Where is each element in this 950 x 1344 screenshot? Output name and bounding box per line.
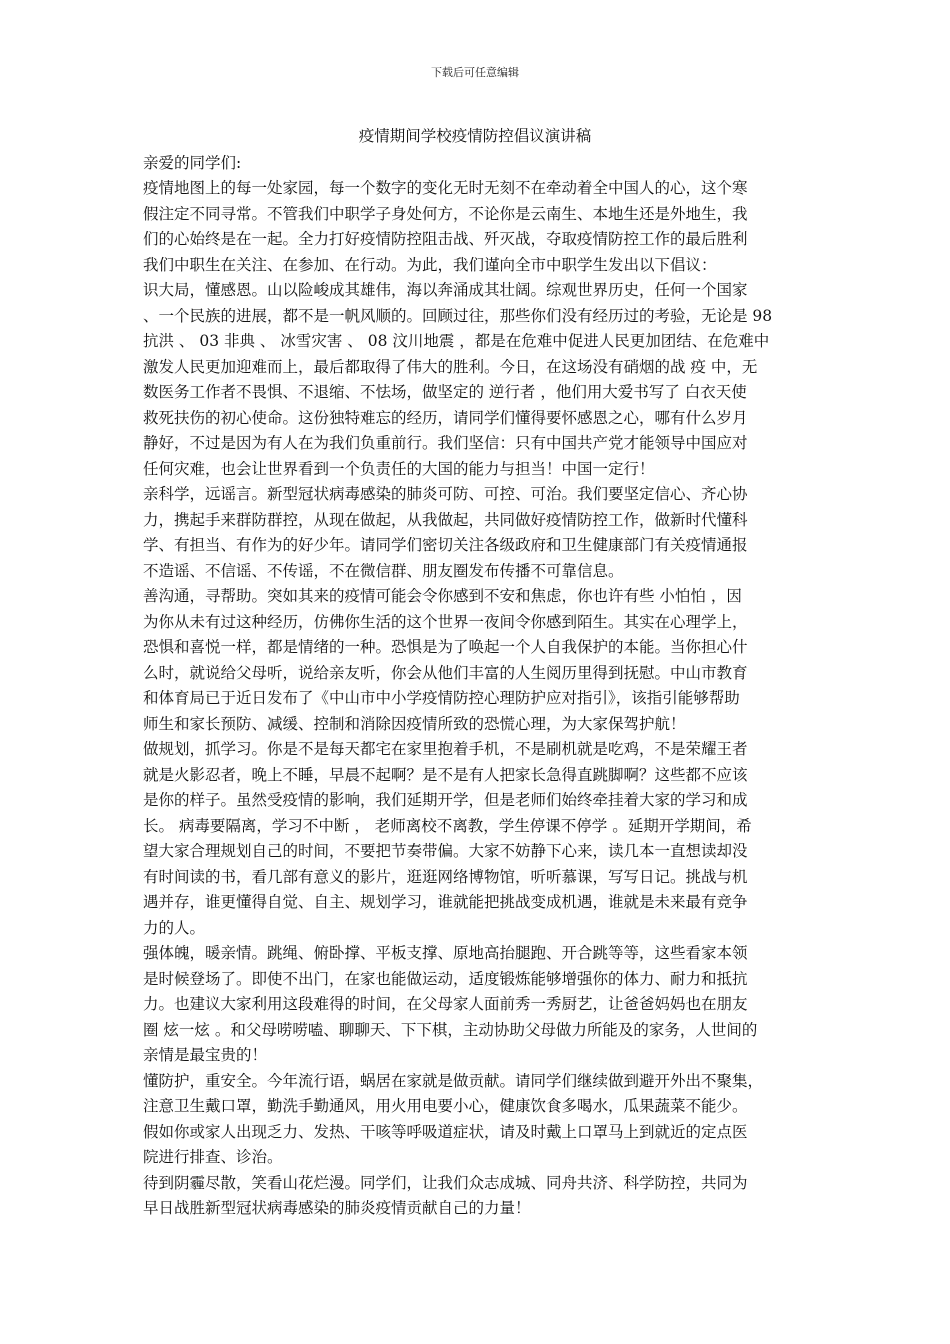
body-paragraph	[143, 176, 807, 278]
paragraph-line: 们的心始终是在一起。全力打好疫情防控阻击战、歼灭战，夺取疫情防控工作的最后胜利	[143, 230, 748, 248]
paragraph-line: 圈 炫一炫 。和父母唠唠嗑、聊聊天、下下棋，主动协助父母做力所能及的家务，人世间的	[143, 1020, 758, 1039]
paragraph-line: 激发人民更加迎难而上，最后都取得了伟大的胜利。今日，在这场没有硝烟的战 疫 中，无	[143, 357, 758, 376]
body-paragraph	[143, 482, 807, 584]
body-paragraph	[143, 584, 807, 737]
paragraph-line: 任何灾难，也会让世界看到一个负责任的大国的能力与担当！中国一定行！	[143, 459, 655, 478]
paragraph-line: 强体魄，暖亲情。跳绳、俯卧撑、平板支撑、原地高抬腿跑、开合跳等等，这些看家本领	[143, 944, 748, 962]
paragraph-line: 望大家合理规划自己的时间，不要把节奏带偏。大家不妨静下心来，读几本一直想读却没	[143, 842, 748, 860]
paragraph-line: 懂防护，重安全。今年流行语，蜗居在家就是做贡献。请同学们继续做到避开外出不聚集，	[143, 1071, 764, 1090]
paragraph-line: 待到阴霾尽散，笑看山花烂漫。同学们，让我们众志成城、同舟共济、科学防控，共同为	[143, 1173, 748, 1192]
salutation: 亲爱的同学们:	[143, 153, 242, 172]
paragraph-line: 假注定不同寻常。不管我们中职学子身处何方，不论你是云南生、本地生还是外地生，我	[143, 204, 748, 223]
paragraph-line: 我们中职生在关注、在参加、在行动。为此，我们谨向全市中职学生发出以下倡议：	[143, 255, 717, 274]
paragraph-line: 假如你或家人出现乏力、发热、干咳等呼吸道症状，请及时戴上口罩马上到就近的定点医	[143, 1122, 748, 1141]
paragraph-line: 力的人。	[143, 918, 206, 937]
paragraph-line: 疫情地图上的每一处家园，每一个数字的变化无时无刻不在牵动着全中国人的心，这个寒	[143, 179, 748, 197]
paragraph-line: 亲情是最宝贵的！	[143, 1046, 268, 1064]
paragraph-line: 学、有担当、有作为的好少年。请同学们密切关注各级政府和卫生健康部门有关疫情通报	[143, 536, 748, 554]
paragraph-line: 遇并存，谁更懂得自觉、自主、规划学习，谁就能把挑战变成机遇，谁就是未来最有竞争	[143, 893, 748, 911]
body-paragraph	[143, 1069, 807, 1171]
paragraph-line: 善沟通，寻帮助。突如其来的疫情可能会令你感到不安和焦虑，你也许有些 小怕怕 ，因	[143, 587, 742, 605]
paragraph-line: 救死扶伤的初心使命。这份独特难忘的经历，请同学们懂得要怀感恩之心，哪有什么岁月	[143, 408, 748, 427]
paragraph-line: 力。也建议大家利用这段难得的时间，在父母家人面前秀一秀厨艺，让爸爸妈妈也在朋友	[143, 995, 748, 1013]
body-paragraph	[143, 1171, 807, 1222]
paragraph-line: 注意卫生戴口罩，勤洗手勤通风，用火用电要小心，健康饮食多喝水，瓜果蔬菜不能少。	[143, 1097, 748, 1115]
paragraph-line: 为你从未有过这种经历，仿佛你生活的这个世界一夜间令你感到陌生。其实在心理学上，	[143, 612, 748, 631]
page-header-note: 下载后可任意编辑	[431, 66, 519, 79]
paragraph-line: 和体育局已于近日发布了《中山市中小学疫情防控心理防护应对指引》，该指引能够帮助	[143, 689, 740, 707]
body-paragraph	[143, 941, 807, 1069]
paragraph-line: 有时间读的书，看几部有意义的影片，逛逛网络博物馆，听听慕课，写写日记。挑战与机	[143, 867, 748, 886]
paragraph-line: 长。 病毒要隔离，学习不中断 ， 老师离校不离教，学生停课不停学 。延期开学期间，希	[143, 816, 752, 835]
paragraph-line: 力，携起手来群防群控，从现在做起，从我做起，共同做好疫情防控工作，做新时代懂科	[143, 510, 748, 529]
paragraphs	[143, 176, 807, 1222]
paragraph-line: 师生和家长预防、减缓、控制和消除因疫情所致的恐慌心理，为大家保驾护航！	[143, 714, 686, 733]
paragraph-line: 亲科学，远谣言。新型冠状病毒感染的肺炎可防、可控、可治。我们要坚定信心、齐心协	[143, 485, 748, 503]
paragraph-line: 抗洪 、 03 非典 、 冰雪灾害 、 08 汶川地震 ，都是在危难中促进人民更加团结、在危难中	[143, 332, 770, 350]
paragraph-line: 么时，就说给父母听，说给亲友听，你会从他们丰富的人生阅历里得到抚慰。中山市教育	[143, 663, 748, 682]
paragraph-line: 做规划，抓学习。你是不是每天都宅在家里抱着手机，不是刷机就是吃鸡，不是荣耀王者	[143, 740, 748, 758]
document-body	[143, 124, 807, 1222]
body-paragraph	[143, 278, 807, 482]
paragraph-line: 是时候登场了。即使不出门，在家也能做运动，适度锻炼能够增强你的体力、耐力和抵抗	[143, 969, 748, 988]
paragraph-line: 、一个民族的进展，都不是一帆风顺的。回顾过往，那些你们没有经历过的考验，无论是 98	[143, 306, 773, 325]
document-title: 疫情期间学校疫情防控倡议演讲稿	[358, 127, 592, 145]
paragraph-line: 静好，不过是因为有人在为我们负重前行。我们坚信：只有中国共产党才能领导中国应对	[143, 434, 748, 452]
paragraph-line: 院进行排查、诊治。	[143, 1148, 283, 1166]
paragraph-line: 识大局，懂感恩。山以险峻成其雄伟，海以奔涌成其壮阔。综观世界历史，任何一个国家	[143, 281, 748, 299]
paragraph-line: 就是火影忍者，晚上不睡，早晨不起啊？是不是有人把家长急得直跳脚啊？这些都不应该	[143, 765, 748, 784]
paragraph-line: 恐惧和喜悦一样，都是情绪的一种。恐惧是为了唤起一个人自我保护的本能。当你担心什	[143, 638, 748, 656]
paragraph-line: 数医务工作者不畏惧、不退缩、不怯场，做坚定的 逆行者 ，他们用大爱书写了 白衣天使	[143, 383, 747, 401]
paragraph-line: 不造谣、不信谣、不传谣，不在微信群、朋友圈发布传播不可靠信息。	[143, 561, 624, 580]
paragraph-line: 早日战胜新型冠状病毒感染的肺炎疫情贡献自己的力量！	[143, 1199, 531, 1217]
body-paragraph	[143, 737, 807, 941]
paragraph-line: 是你的样子。虽然受疫情的影响，我们延期开学，但是老师们始终牵挂着大家的学习和成	[143, 791, 748, 809]
